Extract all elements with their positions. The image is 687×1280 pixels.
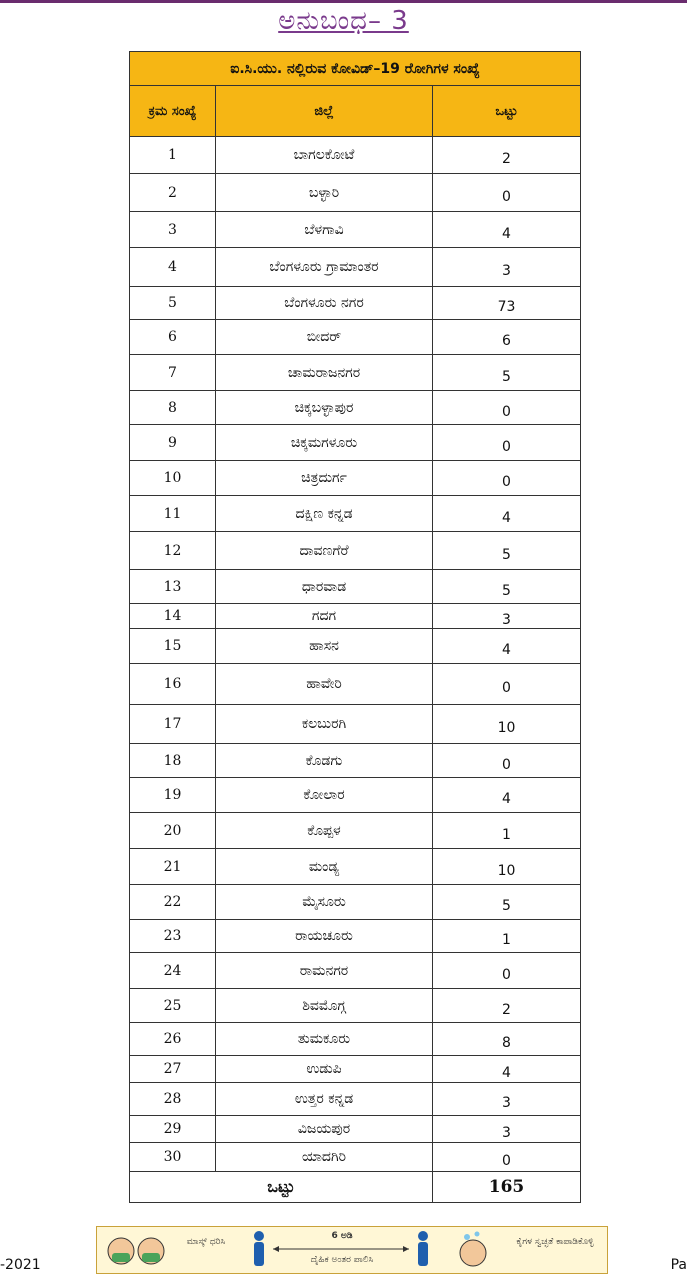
masked-faces-icon xyxy=(97,1227,237,1273)
total-cell: 5 xyxy=(433,570,581,604)
distance-section xyxy=(247,1227,437,1273)
total-cell: 4 xyxy=(433,629,581,664)
total-cell: 4 xyxy=(433,496,581,532)
table-row xyxy=(130,137,581,174)
table-row xyxy=(130,212,581,248)
table-row xyxy=(130,629,581,664)
serial-cell: 26 xyxy=(130,1023,216,1056)
table-row xyxy=(130,1143,581,1172)
district-cell: ದಾವಣಗೆರೆ xyxy=(216,532,433,570)
table-row xyxy=(130,920,581,953)
serial-cell: 11 xyxy=(130,496,216,532)
total-cell: 5 xyxy=(433,532,581,570)
district-cell: ಕೊಪ್ಪಳ xyxy=(216,813,433,849)
footer-page: Pa xyxy=(670,1257,687,1273)
table-row xyxy=(130,248,581,287)
total-cell: 8 xyxy=(433,1023,581,1056)
table-row xyxy=(130,425,581,461)
district-cell: ಚಾಮರಾಜನಗರ xyxy=(216,355,433,391)
total-cell: 1 xyxy=(433,920,581,953)
table-row xyxy=(130,849,581,885)
table-row xyxy=(130,496,581,532)
district-cell: ಯಾದಗಿರಿ xyxy=(216,1143,433,1172)
table-row xyxy=(130,355,581,391)
serial-cell: 16 xyxy=(130,664,216,705)
total-cell: 2 xyxy=(433,137,581,174)
district-cell: ಚಿಕ್ಕಮಗಳೂರು xyxy=(216,425,433,461)
total-cell: 10 xyxy=(433,705,581,744)
total-cell: 73 xyxy=(433,287,581,320)
serial-cell: 9 xyxy=(130,425,216,461)
table-row xyxy=(130,532,581,570)
serial-cell: 8 xyxy=(130,391,216,425)
district-cell: ಗದಗ xyxy=(216,604,433,629)
serial-cell: 18 xyxy=(130,744,216,778)
total-cell: 4 xyxy=(433,1056,581,1083)
district-cell: ರಾಯಚೂರು xyxy=(216,920,433,953)
total-cell: 1 xyxy=(433,813,581,849)
serial-cell: 27 xyxy=(130,1056,216,1083)
district-cell: ಮೈಸೂರು xyxy=(216,885,433,920)
table-caption-row xyxy=(130,52,581,86)
serial-cell: 17 xyxy=(130,705,216,744)
serial-cell: 7 xyxy=(130,355,216,391)
table-row xyxy=(130,461,581,496)
header-serial: ಕ್ರಮ ಸಂಖ್ಯೆ xyxy=(130,86,216,137)
total-cell: 0 xyxy=(433,461,581,496)
serial-cell: 5 xyxy=(130,287,216,320)
serial-cell: 14 xyxy=(130,604,216,629)
total-cell: 3 xyxy=(433,604,581,629)
distance-text: ದೈಹಿಕ ಅಂತರ ಪಾಲಿಸಿ xyxy=(310,1255,374,1265)
district-cell: ಬೆಂಗಳೂರು ನಗರ xyxy=(216,287,433,320)
total-cell: 2 xyxy=(433,989,581,1023)
total-cell: 3 xyxy=(433,1083,581,1116)
table-header-row xyxy=(130,86,581,137)
page-title: ಅನುಬಂಧ– 3 xyxy=(278,6,409,36)
total-cell: 6 xyxy=(433,320,581,355)
serial-cell: 15 xyxy=(130,629,216,664)
total-cell: 5 xyxy=(433,355,581,391)
serial-cell: 1 xyxy=(130,137,216,174)
total-cell: 10 xyxy=(433,849,581,885)
handwash-icon xyxy=(447,1227,607,1273)
district-cell: ಚಿತ್ರದುರ್ಗ xyxy=(216,461,433,496)
table-row xyxy=(130,1056,581,1083)
total-cell: 4 xyxy=(433,212,581,248)
table-row xyxy=(130,989,581,1023)
table-row xyxy=(130,1023,581,1056)
district-cell: ಕೋಲಾರ xyxy=(216,778,433,813)
district-cell: ಧಾರವಾಡ xyxy=(216,570,433,604)
district-cell: ಕೊಡಗು xyxy=(216,744,433,778)
serial-cell: 23 xyxy=(130,920,216,953)
table-row xyxy=(130,604,581,629)
serial-cell: 28 xyxy=(130,1083,216,1116)
serial-cell: 20 xyxy=(130,813,216,849)
table-row xyxy=(130,664,581,705)
table-caption: ಐ.ಸಿ.ಯು. ನಲ್ಲಿರುವ ಕೋವಿಡ್–19 ರೋಗಿಗಳ ಸಂಖ್ಯೆ xyxy=(130,52,581,86)
total-cell: 0 xyxy=(433,1143,581,1172)
icu-cases-table xyxy=(129,51,581,1203)
serial-cell: 3 xyxy=(130,212,216,248)
serial-cell: 2 xyxy=(130,174,216,212)
serial-cell: 21 xyxy=(130,849,216,885)
total-cell: 0 xyxy=(433,174,581,212)
district-cell: ಬಳ್ಳಾರಿ xyxy=(216,174,433,212)
mask-text: ಮಾಸ್ಕ್ ಧರಿಸಿ xyxy=(186,1237,226,1247)
district-cell: ತುಮಕೂರು xyxy=(216,1023,433,1056)
total-cell: 5 xyxy=(433,885,581,920)
district-cell: ಬೆಂಗಳೂರು ಗ್ರಾಮಾಂತರ xyxy=(216,248,433,287)
hygiene-text: ಕೈಗಳ ಸ್ವಚ್ಛತೆ ಕಾಪಾಡಿಕೊಳ್ಳಿ xyxy=(516,1237,594,1247)
table-row xyxy=(130,953,581,989)
serial-cell: 29 xyxy=(130,1116,216,1143)
top-rule xyxy=(0,0,687,3)
district-cell: ವಿಜಯಪುರ xyxy=(216,1116,433,1143)
table-row xyxy=(130,1083,581,1116)
district-cell: ಮಂಡ್ಯ xyxy=(216,849,433,885)
district-cell: ಹಾವೇರಿ xyxy=(216,664,433,705)
district-cell: ಹಾಸನ xyxy=(216,629,433,664)
total-cell: 0 xyxy=(433,391,581,425)
district-cell: ಬೀದರ್ xyxy=(216,320,433,355)
serial-cell: 12 xyxy=(130,532,216,570)
total-cell: 0 xyxy=(433,744,581,778)
serial-cell: 30 xyxy=(130,1143,216,1172)
header-district: ಜಿಲ್ಲೆ xyxy=(216,86,433,137)
district-cell: ಕಲಬುರಗಿ xyxy=(216,705,433,744)
total-cell: 0 xyxy=(433,425,581,461)
district-cell: ಬಾಗಲಕೋಟೆ xyxy=(216,137,433,174)
table-row xyxy=(130,813,581,849)
serial-cell: 10 xyxy=(130,461,216,496)
distance-value: 6 ಅಡಿ xyxy=(331,1231,353,1241)
serial-cell: 6 xyxy=(130,320,216,355)
district-cell: ಬೆಳಗಾವಿ xyxy=(216,212,433,248)
serial-cell: 19 xyxy=(130,778,216,813)
table-row xyxy=(130,320,581,355)
total-cell: 0 xyxy=(433,953,581,989)
district-cell: ಉತ್ತರ ಕನ್ನಡ xyxy=(216,1083,433,1116)
table-row xyxy=(130,570,581,604)
total-value: 165 xyxy=(433,1172,581,1203)
total-cell: 3 xyxy=(433,1116,581,1143)
table-row xyxy=(130,778,581,813)
serial-cell: 4 xyxy=(130,248,216,287)
total-label: ಒಟ್ಟು xyxy=(130,1172,433,1203)
serial-cell: 24 xyxy=(130,953,216,989)
table-row xyxy=(130,744,581,778)
total-cell: 3 xyxy=(433,248,581,287)
table-row xyxy=(130,1116,581,1143)
table-row xyxy=(130,391,581,425)
district-cell: ಉಡುಪಿ xyxy=(216,1056,433,1083)
total-cell: 0 xyxy=(433,664,581,705)
hygiene-section xyxy=(447,1227,607,1273)
mask-section xyxy=(97,1227,237,1273)
total-cell: 4 xyxy=(433,778,581,813)
serial-cell: 25 xyxy=(130,989,216,1023)
covid-guidelines-banner xyxy=(96,1226,608,1274)
table-row xyxy=(130,287,581,320)
total-row xyxy=(130,1172,581,1203)
district-cell: ರಾಮನಗರ xyxy=(216,953,433,989)
table-row xyxy=(130,174,581,212)
serial-cell: 22 xyxy=(130,885,216,920)
table-row xyxy=(130,885,581,920)
footer-date: -2021 xyxy=(0,1257,41,1273)
header-total: ಒಟ್ಟು xyxy=(433,86,581,137)
table-row xyxy=(130,705,581,744)
district-cell: ಚಿಕ್ಕಬಳ್ಳಾಪುರ xyxy=(216,391,433,425)
district-cell: ಶಿವಮೊಗ್ಗ xyxy=(216,989,433,1023)
serial-cell: 13 xyxy=(130,570,216,604)
district-cell: ದಕ್ಷಿಣ ಕನ್ನಡ xyxy=(216,496,433,532)
